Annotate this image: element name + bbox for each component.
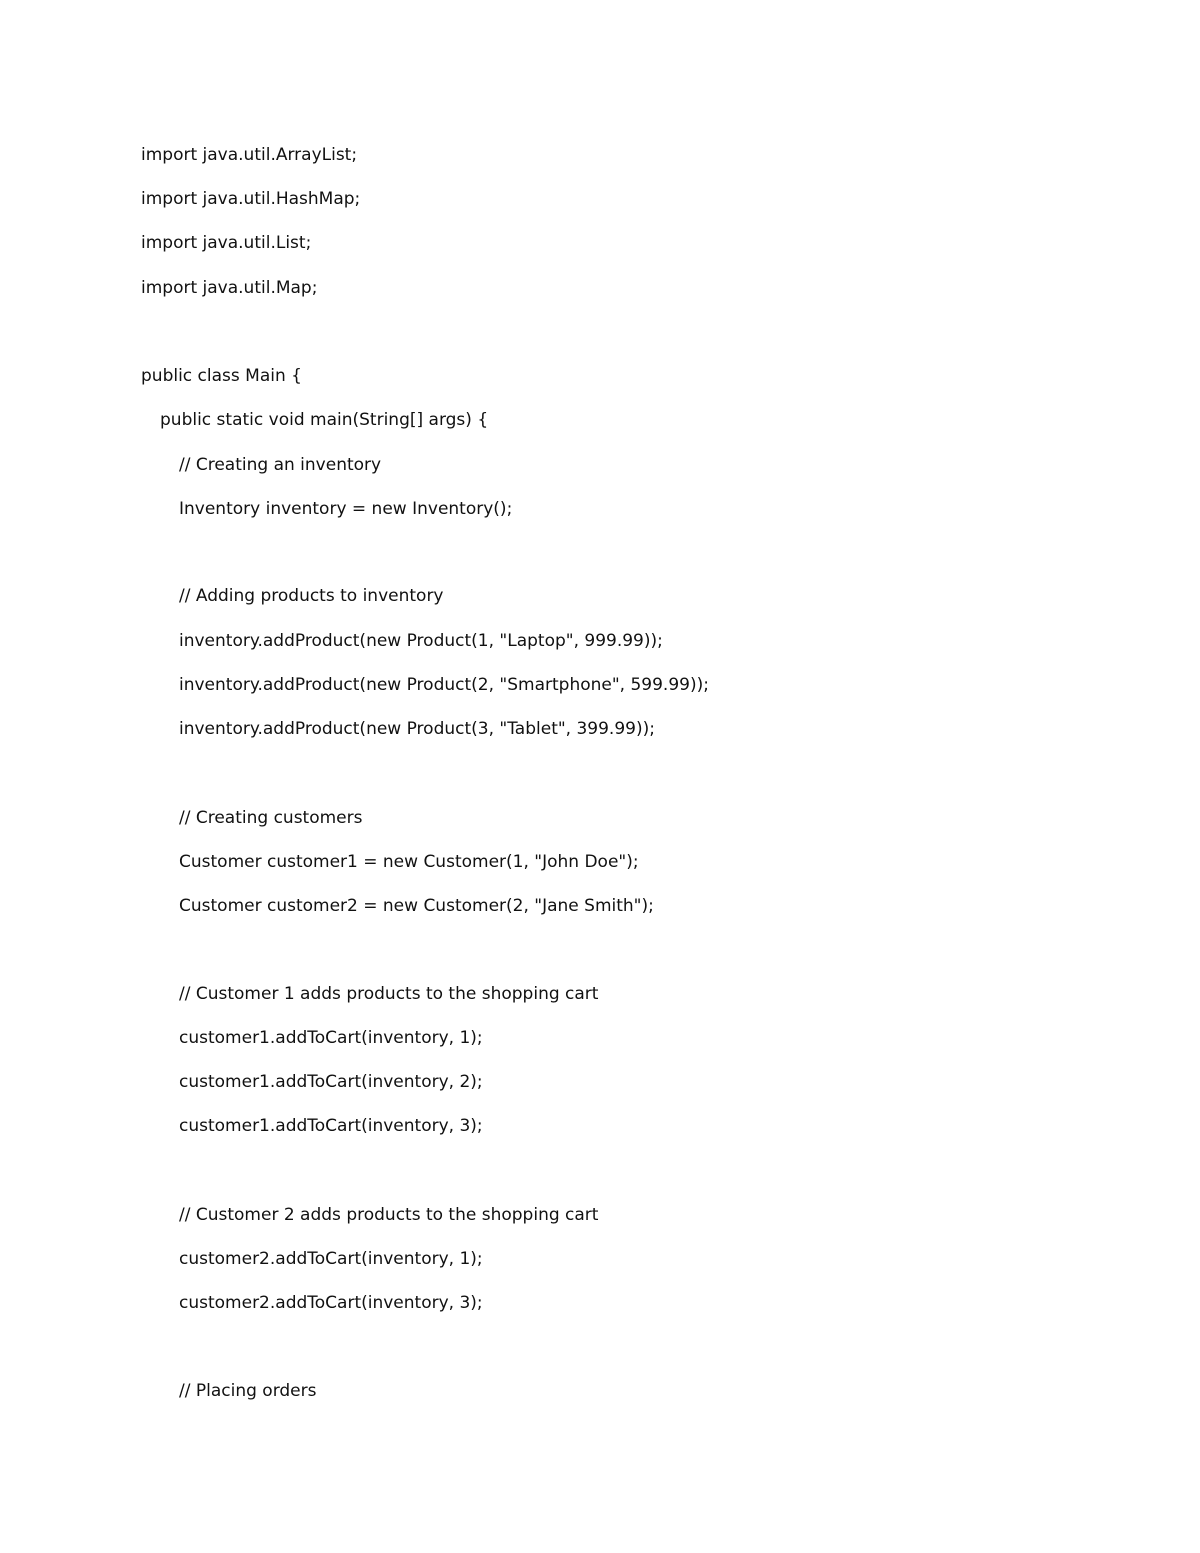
code-line-main-method: public static void main(String[] args) { [160, 410, 489, 430]
code-line-comment-creating-customers: // Creating customers [179, 808, 363, 828]
code-line-customer2-init: Customer customer2 = new Customer(2, "Jane Smith"); [179, 896, 654, 916]
code-line-comment-customer1-cart: // Customer 1 adds products to the shopping cart [179, 984, 599, 1004]
code-line-import-map: import java.util.Map; [141, 278, 318, 298]
code-line-customer1-init: Customer customer1 = new Customer(1, "John Doe"); [179, 852, 639, 872]
code-line-import-arraylist: import java.util.ArrayList; [141, 145, 358, 165]
code-line-comment-adding-products: // Adding products to inventory [179, 586, 444, 606]
code-line-customer1-add-2: customer1.addToCart(inventory, 2); [179, 1072, 483, 1092]
code-line-inventory-init: Inventory inventory = new Inventory(); [179, 499, 513, 519]
code-line-comment-placing-orders: // Placing orders [179, 1381, 317, 1401]
code-line-customer2-add-3: customer2.addToCart(inventory, 3); [179, 1293, 483, 1313]
code-line-comment-creating-inventory: // Creating an inventory [179, 455, 382, 475]
code-line-customer2-add-1: customer2.addToCart(inventory, 1); [179, 1249, 483, 1269]
code-line-add-tablet: inventory.addProduct(new Product(3, "Tablet", 399.99)); [179, 719, 655, 739]
code-line-customer1-add-1: customer1.addToCart(inventory, 1); [179, 1028, 483, 1048]
code-line-class-declaration: public class Main { [141, 366, 302, 386]
code-line-comment-customer2-cart: // Customer 2 adds products to the shopping cart [179, 1205, 599, 1225]
code-line-add-laptop: inventory.addProduct(new Product(1, "Laptop", 999.99)); [179, 631, 663, 651]
code-line-customer1-add-3: customer1.addToCart(inventory, 3); [179, 1116, 483, 1136]
code-line-add-smartphone: inventory.addProduct(new Product(2, "Smartphone", 599.99)); [179, 675, 709, 695]
code-line-import-list: import java.util.List; [141, 233, 312, 253]
code-line-import-hashmap: import java.util.HashMap; [141, 189, 361, 209]
